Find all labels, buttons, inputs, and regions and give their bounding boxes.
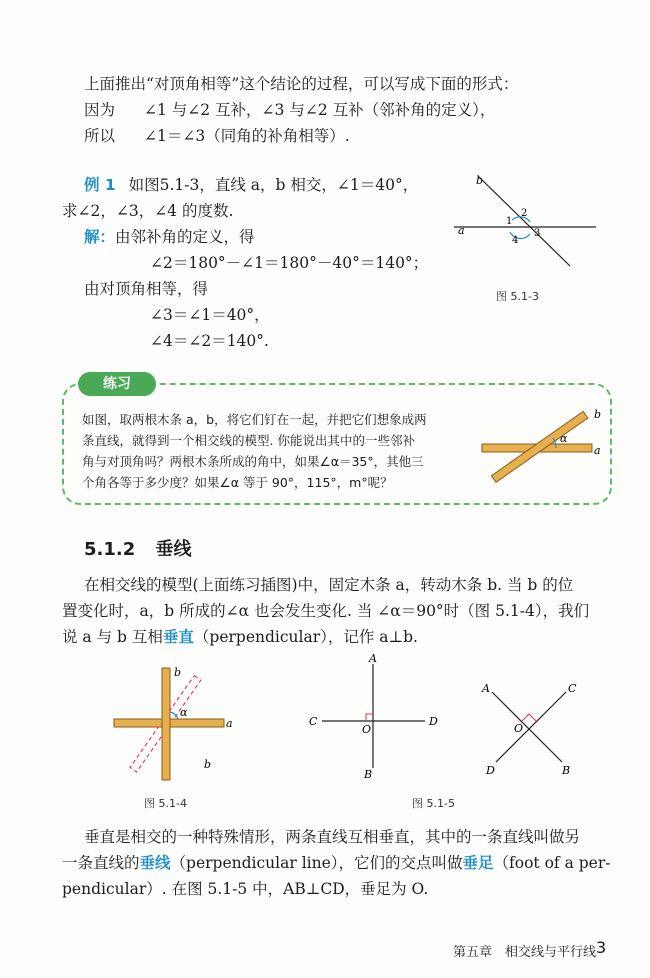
label-b: b <box>476 174 484 187</box>
exercise-line: 条直线，就得到一个相交线的模型. 你能说出其中的一些邻补 <box>82 433 415 448</box>
label-D: D <box>486 764 495 777</box>
label-alpha: α <box>180 706 188 719</box>
figure-5-1-4 <box>100 660 240 785</box>
label-B: B <box>562 764 571 777</box>
body-text: 说 a 与 b 互相 <box>62 628 163 646</box>
figure-5-1-4-caption: 图 5.1-4 <box>144 797 187 810</box>
label-C: C <box>568 682 577 695</box>
example-label: 例 1 <box>84 176 116 194</box>
term-foot: 垂足 <box>462 854 494 872</box>
equation-2: ∠3＝∠1＝40°， <box>150 306 270 324</box>
label-C: C <box>309 715 318 728</box>
label-b-top: b <box>174 666 182 679</box>
section-number: 5.1.2 <box>84 539 136 560</box>
figure-5-1-3-caption: 图 5.1-3 <box>496 290 539 303</box>
solution-label: 解： <box>84 228 116 246</box>
label-O: O <box>514 722 524 735</box>
label-a: a <box>594 444 601 457</box>
exercise-line: 如图，取两根木条 a，b，将它们钉在一起，并把它们想象成两 <box>82 412 427 427</box>
body-text: 一条直线的 <box>62 854 140 872</box>
chapter-footer: 第五章 相交线与平行线 <box>453 945 597 960</box>
vertical-angle-text: 由对顶角相等，得 <box>84 280 209 298</box>
label-b-bottom: b <box>204 758 212 771</box>
angle-4: 4 <box>512 235 519 246</box>
equation-1: ∠2＝180°－∠1＝180°－40°＝140°； <box>150 254 429 272</box>
exercise-tab: 练习 <box>78 372 156 396</box>
page-number: 3 <box>596 938 607 957</box>
label-a: a <box>226 717 233 730</box>
exercise-figure <box>478 400 603 490</box>
label-D: D <box>429 715 438 728</box>
label-a: a <box>458 224 465 237</box>
body-text: （perpendicular line），它们的交点叫做 <box>170 854 463 872</box>
figure-5-1-5-caption: 图 5.1-5 <box>412 797 455 810</box>
angle-2: 2 <box>521 208 528 219</box>
body-line <box>62 627 418 647</box>
term-perpendicular: 垂直 <box>162 628 194 646</box>
term-perpendicular-line: 垂线 <box>139 854 171 872</box>
because-text: ∠1 与∠2 互补，∠3 与∠2 互补（邻补角的定义）， <box>144 101 496 119</box>
body-text: （perpendicular），记作 a⊥b. <box>193 628 418 646</box>
figure-5-1-3 <box>450 172 600 272</box>
section-title: 垂线 <box>155 539 192 560</box>
angle-3: 3 <box>534 228 541 239</box>
body-line: 垂直是相交的一种特殊情形，两条直线互相垂直，其中的一条直线叫做另 <box>84 828 581 846</box>
intro-line: 上面推出“对顶角相等”这个结论的过程，可以写成下面的形式： <box>84 75 519 93</box>
solution-row <box>84 227 255 247</box>
body-text: （foot of a per- <box>493 854 611 872</box>
example-row <box>84 175 418 195</box>
body-line: pendicular）. 在图 5.1-5 中，AB⊥CD，垂足为 O. <box>62 880 429 898</box>
label-alpha: α <box>560 432 568 445</box>
example-text-2: 求∠2，∠3，∠4 的度数. <box>62 202 234 220</box>
label-A: A <box>482 682 490 695</box>
exercise-line: 角与对顶角吗？两根木条所成的角中，如果∠α＝35°，其他三 <box>82 454 424 469</box>
example-text: 如图5.1-3，直线 a，b 相交，∠1＝40°， <box>128 176 419 194</box>
label-A: A <box>369 652 377 665</box>
body-line: 在相交线的模型(上面练习插图)中，固定木条 a，转动木条 b. 当 b 的位 <box>84 576 574 594</box>
figure-5-1-5 <box>300 650 610 780</box>
because-word: 因为 <box>84 101 116 119</box>
label-B: B <box>364 768 373 780</box>
exercise-line: 个角各等于多少度？如果∠α 等于 90°，115°，m°呢？ <box>82 475 393 490</box>
label-O: O <box>362 723 372 736</box>
so-text: ∠1＝∠3（同角的补角相等）. <box>144 127 350 145</box>
body-line: 置变化时，a，b 所成的∠α 也会发生变化. 当 ∠α＝90°时（图 5.1-4），我们 <box>62 602 590 620</box>
so-word: 所以 <box>84 127 116 145</box>
angle-1: 1 <box>506 216 513 227</box>
label-b: b <box>594 408 602 421</box>
equation-3: ∠4＝∠2＝140°. <box>150 332 269 350</box>
solution-text: 由邻补角的定义，得 <box>115 228 255 246</box>
body-line <box>62 853 611 873</box>
section-heading <box>84 535 192 561</box>
